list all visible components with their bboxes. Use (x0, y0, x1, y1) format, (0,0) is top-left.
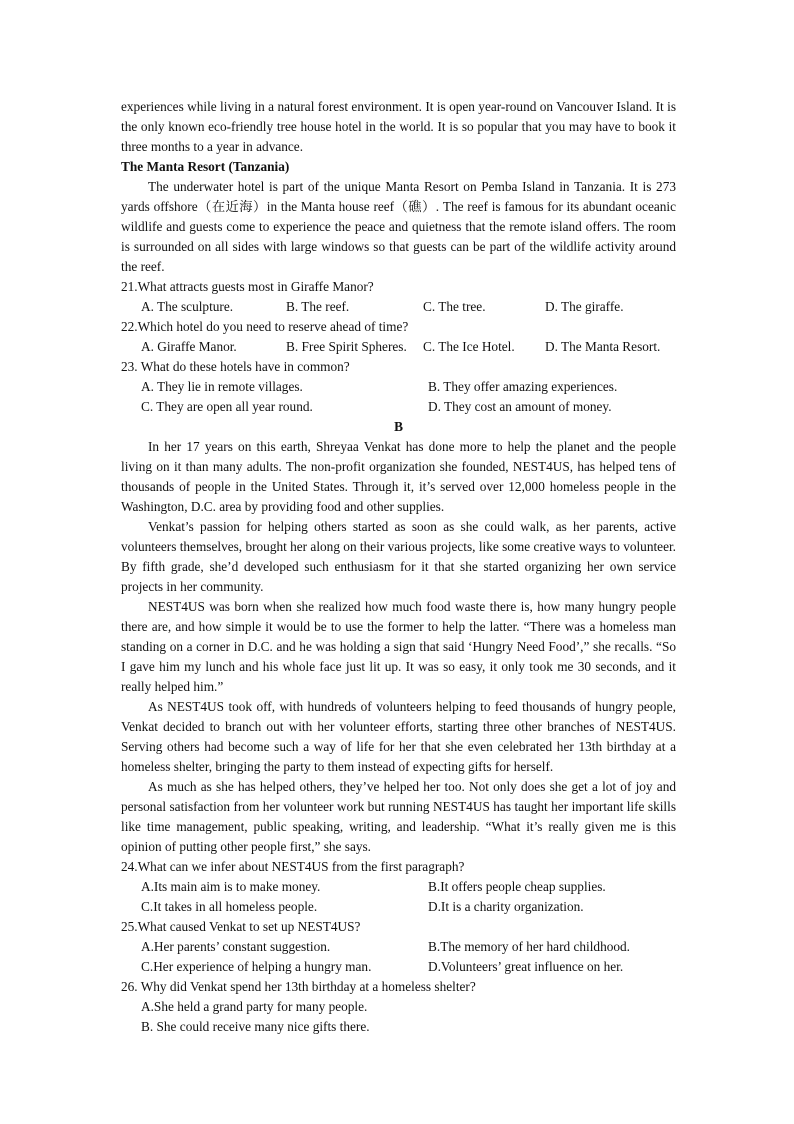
exam-page (121, 97, 676, 1037)
question-22-options (121, 337, 676, 357)
q23-option-a: A. They lie in remote villages. (141, 379, 303, 394)
q25-option-d: D.Volunteers’ great influence on her. (428, 959, 624, 974)
q21-option-a: A. The sculpture. (141, 299, 234, 314)
q24-option-a: A.Its main aim is to make money. (141, 879, 321, 894)
question-21-options (121, 297, 676, 317)
q25-option-b: B.The memory of her hard childhood. (428, 939, 630, 954)
passage-b-paragraph-2: Venkat’s passion for helping others started as soon as she could walk, as her parents, active volunteers themselves, brought her along on their various projects, like some creative ways to volunteer. By fifth grade, she’d developed such enthusiasm for it that she started organizing her own service projects in her community. (121, 519, 676, 594)
q25-option-a: A.Her parents’ constant suggestion. (141, 939, 331, 954)
q23-option-c: C. They are open all year round. (141, 399, 313, 414)
question-23-options-row1 (121, 377, 676, 397)
manta-resort-paragraph: The underwater hotel is part of the unique Manta Resort on Pemba Island in Tanzania. It is 273 yards offshore（在近海）in the Manta house reef（礁）. The reef is famous for its abundant oceanic wildlife and guests come to experience the peace and quietness that the remote island offers. The room is surrounded on all sides with large windows so that guests can be part of the wildlife activity around the reef. (121, 179, 676, 274)
tree-hotel-paragraph-end: experiences while living in a natural forest environment. It is open year-round on Vancouver Island. It is the only known eco-friendly tree house hotel in the world. It is so popular that you may have to book it three months to a year in advance. (121, 99, 676, 154)
question-25-options-row2 (121, 957, 676, 977)
q26-option-a: A.She held a grand party for many people. (141, 999, 368, 1014)
q22-option-c: C. The Ice Hotel. (423, 339, 515, 354)
question-24-stem: 24.What can we infer about NEST4US from the first paragraph? (121, 859, 465, 874)
q21-option-d: D. The giraffe. (545, 299, 624, 314)
q24-option-b: B.It offers people cheap supplies. (428, 879, 606, 894)
q26-option-b: B. She could receive many nice gifts there. (141, 1019, 370, 1034)
passage-b-label: B (394, 419, 403, 434)
question-25-stem: 25.What caused Venkat to set up NEST4US? (121, 919, 361, 934)
manta-resort-heading: The Manta Resort (Tanzania) (121, 159, 290, 174)
question-21-stem: 21.What attracts guests most in Giraffe Manor? (121, 279, 374, 294)
q24-option-d: D.It is a charity organization. (428, 899, 584, 914)
question-23-options-row2 (121, 397, 676, 417)
passage-b-paragraph-1: In her 17 years on this earth, Shreyaa Venkat has done more to help the planet and the people living on it than many adults. The non-profit organization she founded, NEST4US, has helped tens of thousands of people in the United States. Through it, it’s served over 12,000 homeless people in the Washington, D.C. area by providing food and other supplies. (121, 439, 676, 514)
q23-option-d: D. They cost an amount of money. (428, 399, 612, 414)
q21-option-c: C. The tree. (423, 299, 486, 314)
question-23-stem: 23. What do these hotels have in common? (121, 359, 350, 374)
question-24-options-row2 (121, 897, 676, 917)
q22-option-a: A. Giraffe Manor. (141, 339, 237, 354)
passage-b-paragraph-3: NEST4US was born when she realized how much food waste there is, how many hungry people there are, and how simple it would be to use the former to help the latter. “There was a homeless man standing on a corner in D.C. and he was holding a sign that said ‘Hungry Need Food’,” she recalls. “So I gave him my lunch and his whole face just lit up. It was so easy, it only took me 30 seconds, and it really helped him.” (121, 599, 676, 694)
q23-option-b: B. They offer amazing experiences. (428, 379, 618, 394)
question-26-stem: 26. Why did Venkat spend her 13th birthday at a homeless shelter? (121, 979, 476, 994)
q21-option-b: B. The reef. (286, 299, 350, 314)
q24-option-c: C.It takes in all homeless people. (141, 899, 318, 914)
passage-b-paragraph-4: As NEST4US took off, with hundreds of volunteers helping to feed thousands of hungry people, Venkat decided to branch out with her volunteer efforts, starting three other branches of NEST4US. Serving others had become such a way of life for her that she even celebrated her 13th birthday at a homeless shelter, bringing the party to them instead of expecting gifts for herself. (121, 699, 676, 774)
question-22-stem: 22.Which hotel do you need to reserve ahead of time? (121, 319, 409, 334)
q22-option-b: B. Free Spirit Spheres. (286, 339, 407, 354)
q25-option-c: C.Her experience of helping a hungry man. (141, 959, 372, 974)
passage-b-paragraph-5: As much as she has helped others, they’ve helped her too. Not only does she get a lot of joy and personal satisfaction from her volunteer work but running NEST4US has taught her important life skills like time management, public speaking, writing, and leadership. “What it’s really given me is this opinion of putting other people first,” she says. (121, 779, 676, 854)
q22-option-d: D. The Manta Resort. (545, 339, 661, 354)
question-25-options-row1 (121, 937, 676, 957)
question-24-options-row1 (121, 877, 676, 897)
